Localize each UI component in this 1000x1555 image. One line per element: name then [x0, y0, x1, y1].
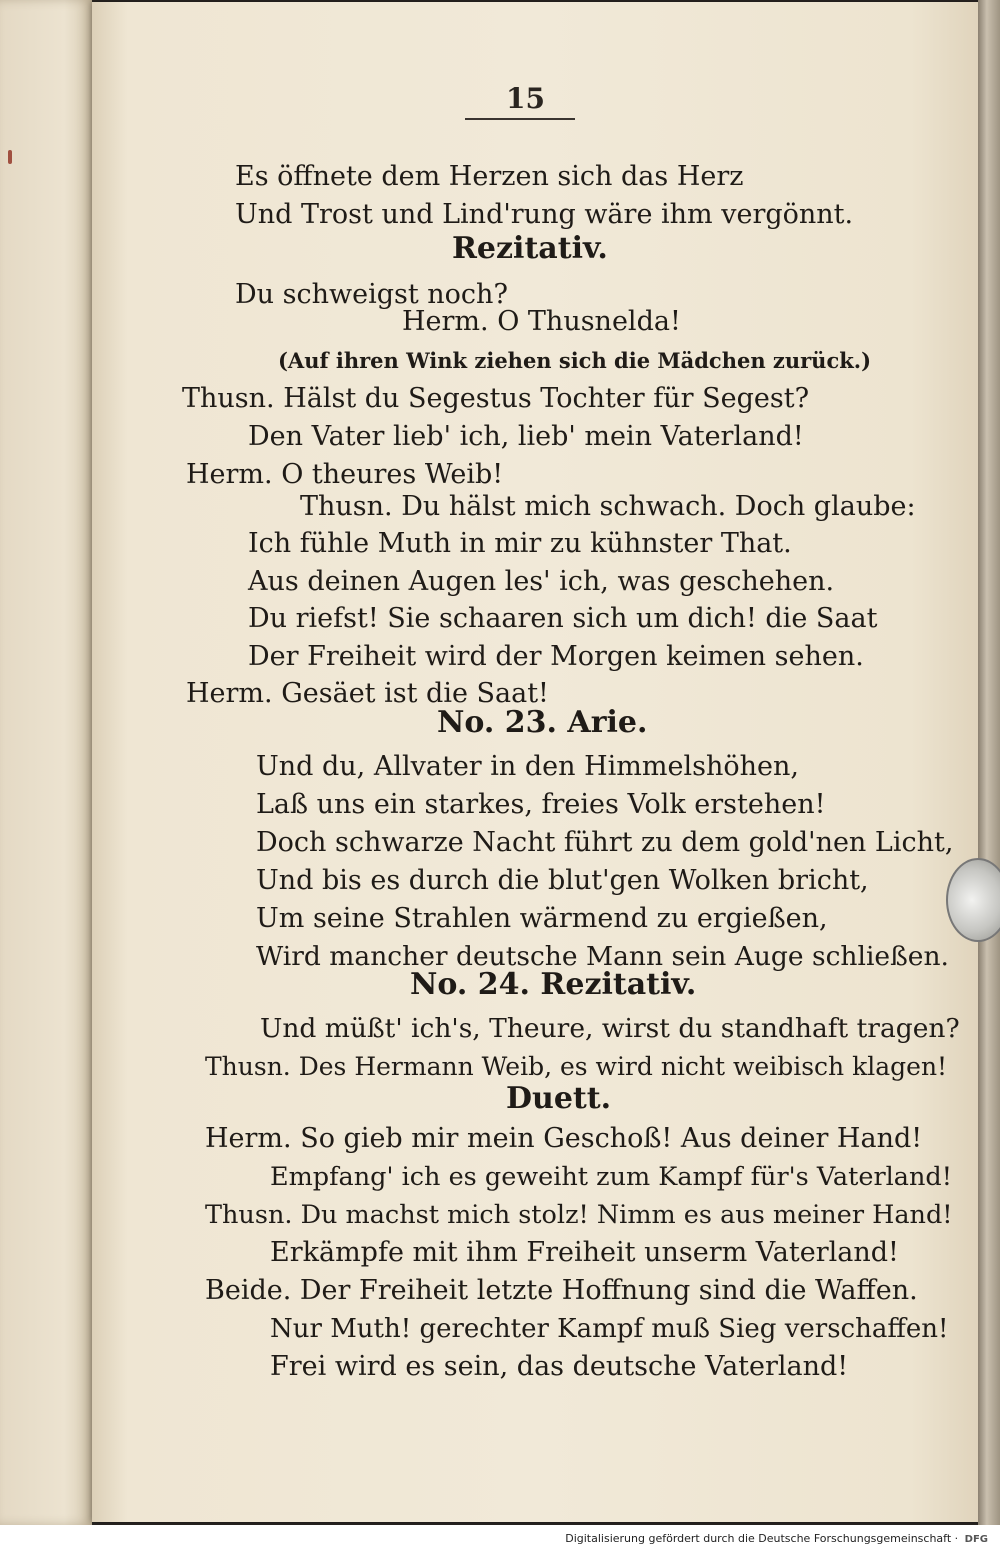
text-line: Beide. Der Freiheit letzte Hoffnung sind die Waffen. — [205, 1275, 918, 1306]
text-line: Thusn. Des Hermann Weib, es wird nicht weibisch klagen! — [205, 1052, 948, 1081]
text-line: Frei wird es sein, das deutsche Vaterland! — [270, 1351, 849, 1382]
text-line: Empfang' ich es geweiht zum Kampf für's Vaterland! — [270, 1162, 952, 1192]
section-heading: No. 24. Rezitativ. — [410, 967, 697, 1002]
dfg-logo-icon: DFG — [964, 1534, 988, 1545]
text-line: Es öffnete dem Herzen sich das Herz — [235, 161, 744, 192]
text-line: Du schweigst noch? — [235, 279, 508, 310]
page-number: 15 — [506, 82, 545, 115]
text-line: Du riefst! Sie schaaren sich um dich! die Saat — [248, 603, 878, 634]
text-line: Herm. So gieb mir mein Geschoß! Aus deiner Hand! — [205, 1123, 923, 1154]
section-heading: Duett. — [506, 1081, 612, 1116]
text-line: Und bis es durch die blut'gen Wolken bricht, — [256, 865, 869, 896]
text-line: Der Freiheit wird der Morgen keimen sehen. — [248, 641, 864, 672]
text-line: Und Trost und Lind'rung wäre ihm vergönnt. — [235, 199, 854, 230]
text-line: Den Vater lieb' ich, lieb' mein Vaterland! — [248, 421, 804, 452]
text-line: Ich fühle Muth in mir zu kühnster That. — [248, 528, 792, 559]
text-line: Thusn. Du hälst mich schwach. Doch glaube: — [300, 491, 916, 522]
text-line: Und du, Allvater in den Himmelshöhen, — [256, 751, 799, 782]
text-line: Herm. O theures Weib! — [186, 459, 504, 490]
text-line: Herm. Gesäet ist die Saat! — [186, 678, 549, 709]
text-line: Aus deinen Augen les' ich, was geschehen. — [248, 566, 835, 597]
text-line: Erkämpfe mit ihm Freiheit unserm Vaterland! — [270, 1237, 899, 1268]
text-line: Wird mancher deutsche Mann sein Auge schließen. — [256, 941, 949, 972]
text-line: Thusn. Du machst mich stolz! Nimm es aus meiner Hand! — [205, 1200, 953, 1230]
section-heading: No. 23. Arie. — [437, 705, 648, 740]
text-line: Um seine Strahlen wärmend zu ergießen, — [256, 903, 828, 934]
funding-notice — [565, 1532, 988, 1545]
funding-text: Digitalisierung gefördert durch die Deutsche Forschungsgemeinschaft · — [565, 1532, 959, 1545]
text-line: Laß uns ein starkes, freies Volk erstehen! — [256, 789, 826, 820]
text-line: Thusn. Hälst du Segestus Tochter für Segest? — [182, 383, 810, 414]
text-line: Doch schwarze Nacht führt zu dem gold'nen Licht, — [256, 827, 954, 858]
section-heading: Rezitativ. — [452, 231, 608, 266]
text-line: Herm. O Thusnelda! — [402, 306, 681, 337]
stage-direction: (Auf ihren Wink ziehen sich die Mädchen zurück.) — [278, 348, 872, 373]
footer-bar — [0, 1525, 1000, 1555]
text-line: Nur Muth! gerechter Kampf muß Sieg verschaffen! — [270, 1314, 949, 1344]
text-line: Und müßt' ich's, Theure, wirst du standhaft tragen? — [260, 1013, 960, 1044]
